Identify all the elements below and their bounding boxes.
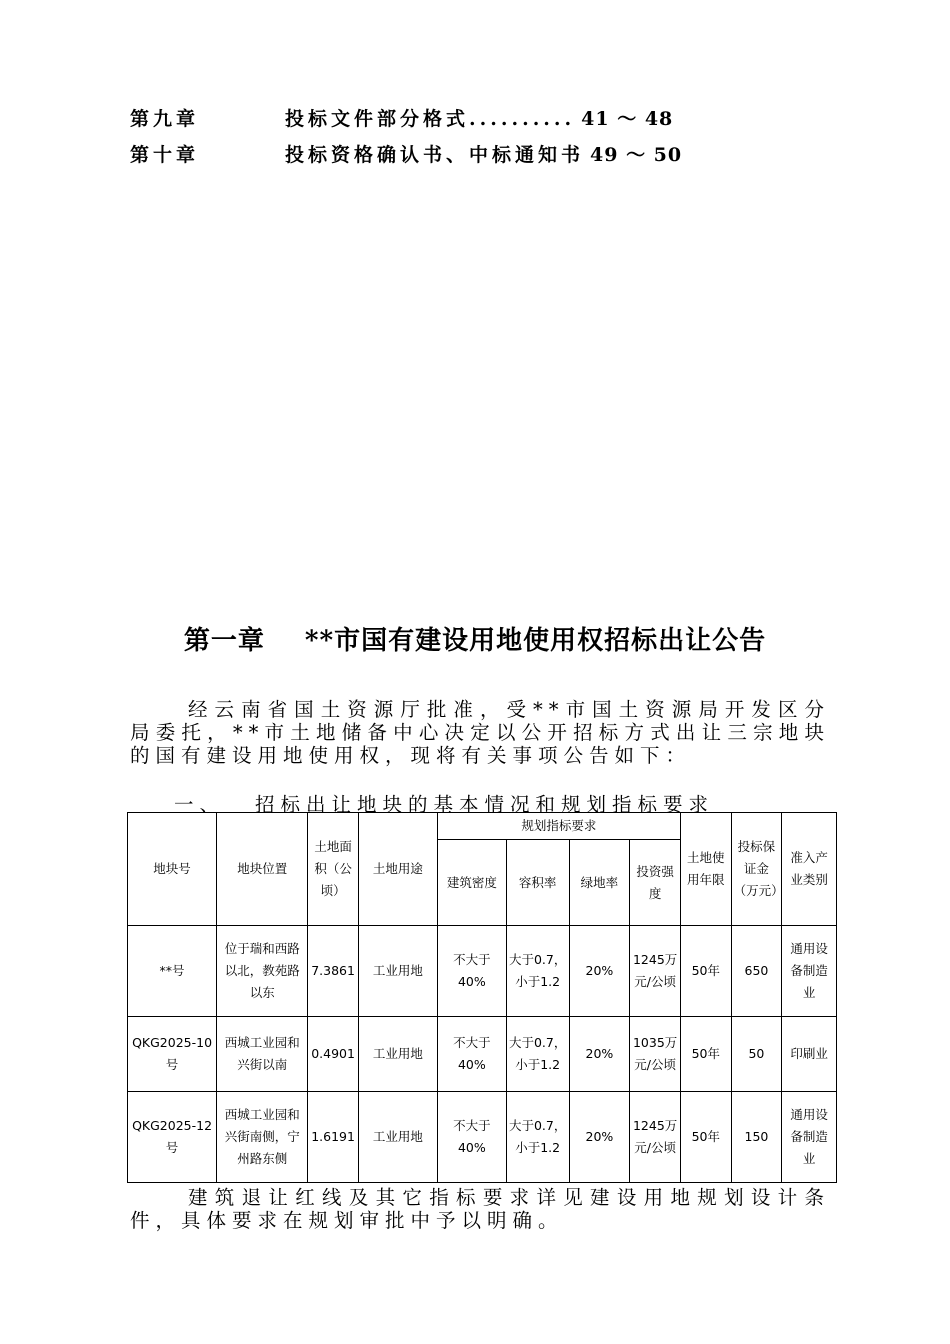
cell-density: 不大于40% [437,926,506,1017]
header-invest: 投资强度 [630,840,681,926]
cell-density: 不大于40% [437,1092,506,1183]
cell-deposit: 50 [731,1017,782,1092]
header-term: 土地使用年限 [680,813,731,926]
toc-page-range: 41 ～ 48 [581,108,674,130]
table-header-row [128,813,837,840]
toc-page-range: 49 ～ 50 [590,144,683,166]
header-planning-group: 规划指标要求 [437,813,680,840]
cell-location: 西城工业园和兴街以南 [217,1017,308,1092]
header-density: 建筑密度 [437,840,506,926]
cell-invest: 1245万元/公顷 [630,926,681,1017]
cell-green: 20% [569,1017,630,1092]
cell-invest: 1245万元/公顷 [630,1092,681,1183]
header-far: 容积率 [506,840,569,926]
cell-term: 50年 [680,1017,731,1092]
table-row [128,926,837,1017]
toc-chapter-number: 第九章 [130,108,200,130]
cell-green: 20% [569,1092,630,1183]
cell-far: 大于0.7，小于1.2 [506,1017,569,1092]
cell-area: 1.6191 [308,1092,359,1183]
cell-parcel-no: QKG2025-10号 [128,1017,217,1092]
cell-invest: 1035万元/公顷 [630,1017,681,1092]
header-parcel-no: 地块号 [128,813,217,926]
cell-industry: 印刷业 [782,1017,837,1092]
cell-deposit: 650 [731,926,782,1017]
cell-far: 大于0.7，小于1.2 [506,1092,569,1183]
note-paragraph: 建筑退让红线及其它指标要求详见建设用地规划设计条件，具体要求在规划审批中予以明确。 [130,1186,830,1232]
cell-location: 西城工业园和兴街南侧，宁州路东侧 [217,1092,308,1183]
toc-entry-chapter-10 [130,140,682,167]
cell-industry: 通用设备制造业 [782,1092,837,1183]
cell-industry: 通用设备制造业 [782,926,837,1017]
cell-green: 20% [569,926,630,1017]
cell-term: 50年 [680,1092,731,1183]
toc-chapter-title: 投标文件部分格式.......... [285,108,576,130]
chapter-heading [0,620,950,657]
header-area: 土地面积（公顷） [308,813,359,926]
cell-use: 工业用地 [358,926,437,1017]
cell-deposit: 150 [731,1092,782,1183]
section-title: 招标出让地块的基本情况和规划指标要求 [255,793,715,816]
header-industry: 准入产业类别 [782,813,837,926]
cell-far: 大于0.7，小于1.2 [506,926,569,1017]
header-location: 地块位置 [217,813,308,926]
toc-chapter-title: 投标资格确认书、中标通知书 [285,144,585,166]
cell-area: 0.4901 [308,1017,359,1092]
header-green: 绿地率 [569,840,630,926]
header-deposit: 投标保证金（万元） [731,813,782,926]
cell-density: 不大于40% [437,1017,506,1092]
section-number: 一、 [174,793,226,816]
cell-parcel-no: **号 [128,926,217,1017]
header-use: 土地用途 [358,813,437,926]
land-parcel-table [127,812,837,1183]
chapter-number: 第一章 [183,626,265,656]
cell-use: 工业用地 [358,1017,437,1092]
intro-paragraph: 经云南省国土资源厅批准，受**市国土资源局开发区分局委托，**市土地储备中心决定以公开招标方式出让三宗地块的国有建设用地使用权，现将有关事项公告如下： [130,698,830,767]
cell-location: 位于瑞和西路以北，教苑路以东 [217,926,308,1017]
chapter-title: **市国有建设用地使用权招标出让公告 [304,626,767,656]
table-row [128,1092,837,1183]
toc-chapter-number: 第十章 [130,144,200,166]
table-row [128,1017,837,1092]
cell-parcel-no: QKG2025-12号 [128,1092,217,1183]
cell-area: 7.3861 [308,926,359,1017]
cell-term: 50年 [680,926,731,1017]
cell-use: 工业用地 [358,1092,437,1183]
toc-entry-chapter-9 [130,104,673,131]
